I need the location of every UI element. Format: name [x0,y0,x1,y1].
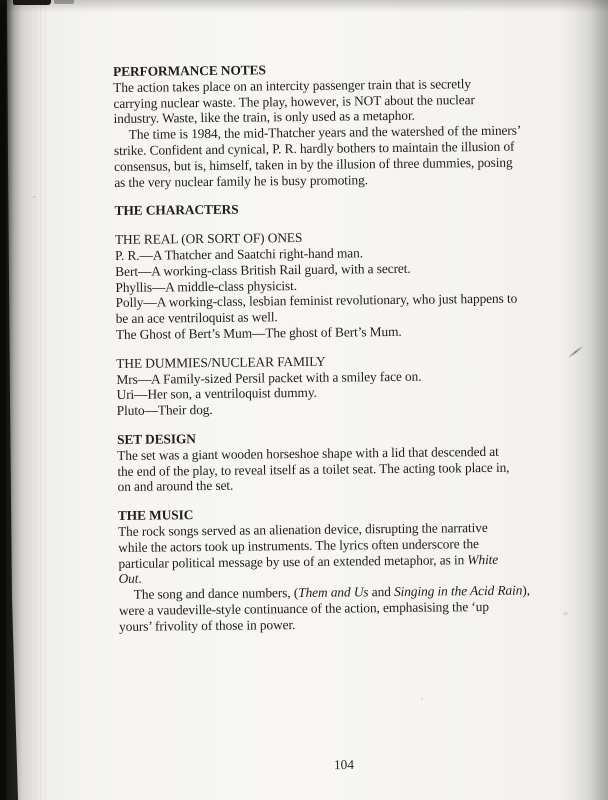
scan-speck [563,612,568,615]
italic-text: Them and Us [298,584,369,601]
text-segment: yours’ frivolity of those in power. [119,616,296,634]
page-right-shadow [556,0,608,800]
italic-text: White [467,551,499,567]
section-the-music [118,503,553,634]
text-line [117,475,551,495]
text-segment: on and around the set. [117,478,234,495]
text-segment: Polly—A working-class, lesbian feminist revolutionary, who just happens to [115,291,518,311]
section-heading: PERFORMANCE NOTES [113,62,266,79]
text-segment: strike. Confident and cynical, P. R. hardly bothers to maintain the illusion of [113,138,515,158]
scan-top-shadow [0,0,608,12]
scan-speck [421,698,423,700]
text-segment: particular political message by use of an extended metaphor, as in [118,551,468,571]
text-line [119,614,553,634]
scan-speck [33,196,35,198]
text-segment: P. R.—A Thatcher and Saatchi right-hand man. [114,245,364,263]
text-segment: Phyllis—A middle-class physicist. [115,277,298,295]
text-segment: the end of the play, to reveal itself as a toilet seat. The acting took place in, [117,459,510,479]
text-segment: while the actors took up instruments. The lyrics often underscore the [118,535,479,555]
section-the-dummies-nuclear-family [116,351,551,419]
text-segment: The action takes place on an intercity passenger train that is secretly [113,75,471,95]
section-performance-notes [113,59,548,190]
text-block [113,59,553,634]
section-heading: SET DESIGN [116,431,196,447]
text-segment: be an ace ventriloquist as well. [115,309,278,327]
text-segment: industry. Waste, like the train, is only used as a metaphor. [113,108,415,127]
text-segment: The time is 1984, the mid-Thatcher years and the watershed of the miners’ [128,122,522,143]
section-heading: THE REAL (OR SORT OF) ONES [114,230,303,248]
text-segment: The song and dance numbers, ( [133,585,299,602]
scan-top-artifact [13,0,51,5]
text-segment: ), [522,582,530,598]
section-set-design [117,427,552,495]
page-number: 104 [333,756,355,773]
section-the-characters [115,199,549,219]
text-segment: Bert—A working-class British Rail guard, with a secret. [115,260,411,279]
section-heading: THE MUSIC [117,507,194,524]
scan-top-smudge [54,0,74,4]
text-segment: The set was a giant wooden horseshoe shape with a lid that descended at [117,443,499,463]
text-segment: Pluto—Their dog. [116,402,213,419]
text-segment: Uri—Her son, a ventriloquist dummy. [116,385,317,403]
text-segment: consensus, but is, himself, taken in by the illusion of three dummies, posing [114,154,513,174]
section-heading: THE CHARACTERS [114,202,239,219]
text-line [117,398,551,418]
text-segment: and [368,584,395,600]
italic-text: Singing in the Acid Rain [393,582,523,600]
spine-streaks [30,0,50,800]
section-heading: THE DUMMIES/NUCLEAR FAMILY [116,353,326,371]
text-segment: The Ghost of Bert’s Mum—The ghost of Bert’s Mum. [115,323,402,342]
section-the-real-or-sort-of-ones [115,227,550,342]
text-segment: . [138,571,142,587]
text-segment: carrying nuclear waste. The play, however, is NOT about the nuclear [113,91,475,111]
text-segment: Mrs—A Family-sized Persil packet with a smiley face on. [116,368,422,387]
text-segment: as the very nuclear family he is busy promoting. [114,171,369,190]
text-segment: were a vaudeville-style continuance of the action, emphasising the ‘up [118,598,490,618]
text-segment: The rock songs served as an alienation device, disrupting the narrative [117,519,488,539]
text-line [114,170,548,190]
italic-text: Out [118,571,139,587]
text-line [116,322,550,342]
